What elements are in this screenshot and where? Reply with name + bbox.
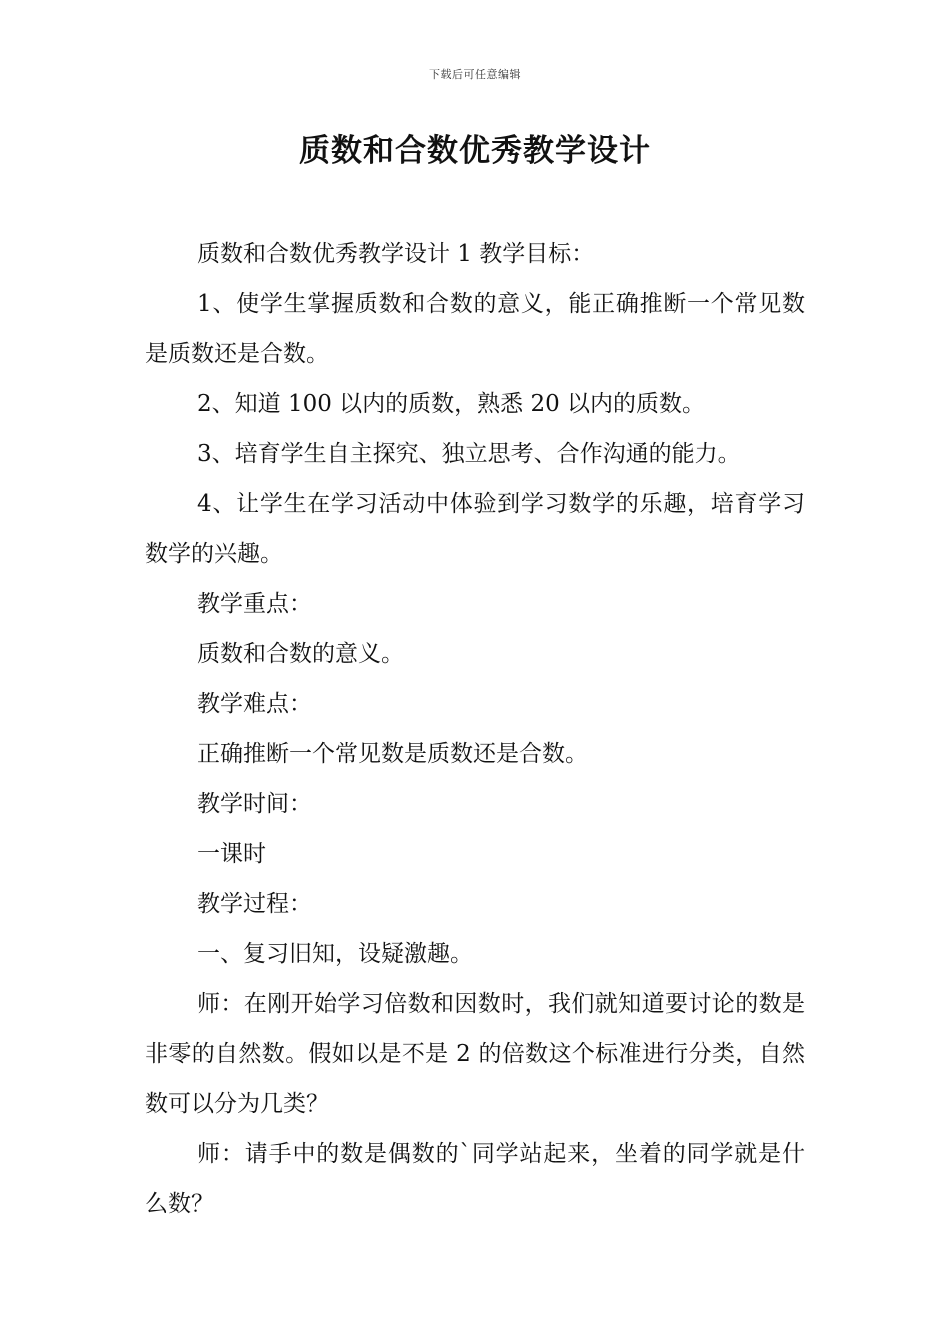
document-body bbox=[145, 229, 805, 1229]
paragraph-section-1: 一、复习旧知，设疑激趣。 bbox=[197, 941, 473, 967]
paragraph-difficulties-heading: 教学难点： bbox=[197, 691, 312, 717]
document-title: 质数和合数优秀教学设计 bbox=[299, 133, 651, 169]
paragraph-teacher-1: 师：在刚开始学习倍数和因数时，我们就知道要讨论的数是非零的自然数。假如以是不是 2 的倍数这个标准进行分类，自然数可以分为几类？ bbox=[145, 991, 805, 1117]
paragraph-objective-1: 1、使学生掌握质数和合数的意义，能正确推断一个常见数是质数还是合数。 bbox=[145, 291, 805, 367]
paragraph-objective-4: 4、让学生在学习活动中体验到学习数学的乐趣，培育学习数学的兴趣。 bbox=[145, 491, 805, 567]
paragraph-key-points: 质数和合数的意义。 bbox=[197, 641, 404, 667]
paragraph-objective-2: 2、知道 100 以内的质数，熟悉 20 以内的质数。 bbox=[197, 391, 706, 417]
paragraph-teacher-2: 师：请手中的数是偶数的`同学站起来，坐着的同学就是什么数？ bbox=[145, 1141, 805, 1217]
paragraph-process-heading: 教学过程： bbox=[197, 891, 312, 917]
paragraph-difficulties: 正确推断一个常见数是质数还是合数。 bbox=[197, 741, 588, 767]
paragraph-time-heading: 教学时间： bbox=[197, 791, 312, 817]
paragraph-objective-3: 3、培育学生自主探究、独立思考、合作沟通的能力。 bbox=[197, 441, 741, 467]
paragraph-key-points-heading: 教学重点： bbox=[197, 591, 312, 617]
header-note: 下载后可任意编辑 bbox=[429, 68, 521, 81]
paragraph-time: 一课时 bbox=[197, 841, 266, 867]
paragraph-objectives-heading: 质数和合数优秀教学设计 1 教学目标： bbox=[197, 241, 595, 267]
